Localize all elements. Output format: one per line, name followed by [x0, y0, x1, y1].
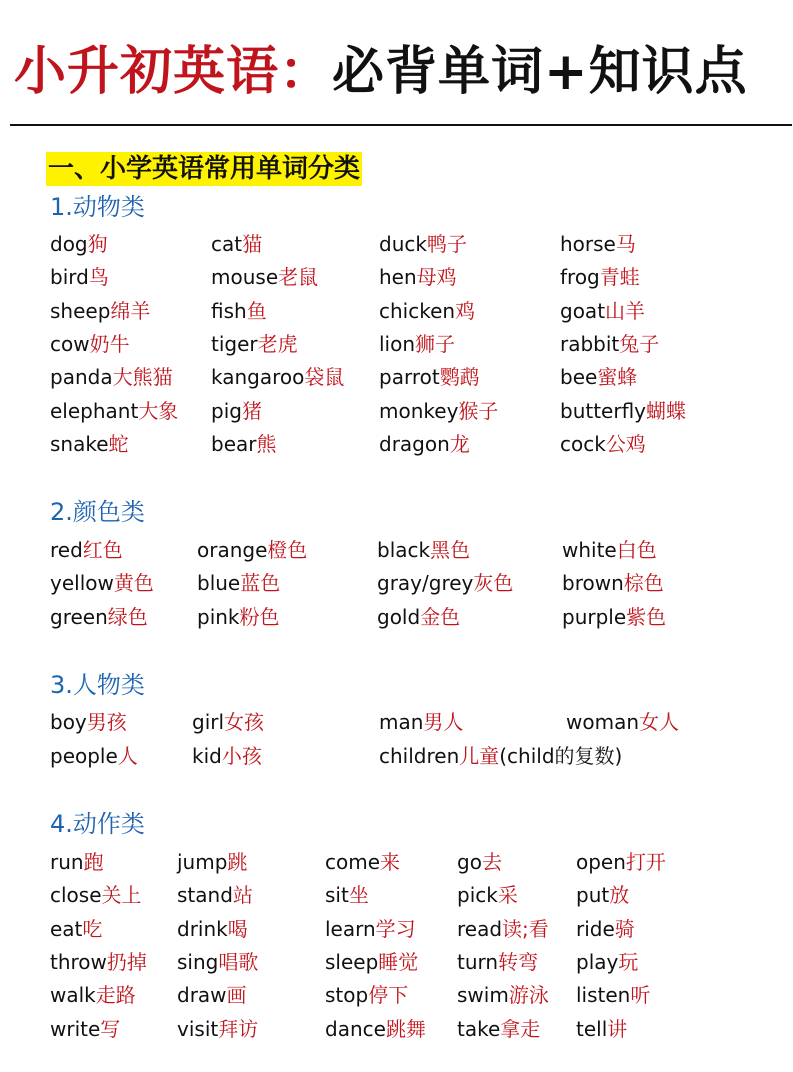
english-word: swim	[457, 983, 509, 1008]
vocab-entry	[562, 604, 666, 630]
vocab-entry	[379, 398, 498, 424]
vocab-entry	[379, 743, 622, 769]
chinese-meaning: 鹦鹉	[439, 365, 480, 390]
english-word: mouse	[211, 265, 279, 290]
vocab-entry	[560, 231, 636, 257]
word-note: (child的复数)	[499, 743, 623, 768]
page-title	[14, 40, 748, 104]
vocab-entry	[576, 982, 650, 1008]
english-word: white	[562, 538, 617, 562]
chinese-meaning: 粉色	[239, 604, 280, 629]
vocab-entry	[197, 537, 307, 563]
chinese-meaning: 人	[117, 743, 138, 768]
chinese-meaning: 站	[232, 883, 253, 908]
vocab-entry	[50, 398, 178, 424]
english-word: gray/grey	[377, 571, 474, 596]
english-word: brown	[562, 571, 624, 596]
english-word: eat	[50, 916, 83, 941]
chinese-meaning: 骑	[614, 916, 635, 941]
english-word: yellow	[50, 571, 114, 596]
vocab-entry	[560, 431, 646, 457]
vocab-entry	[192, 743, 262, 769]
chinese-meaning: 狗	[87, 232, 108, 256]
english-word: rabbit	[560, 331, 620, 356]
english-word: bee	[560, 365, 598, 390]
english-word: ride	[576, 916, 615, 941]
vocab-entry	[379, 364, 480, 390]
vocab-entry	[50, 604, 148, 630]
english-word: pink	[197, 604, 240, 629]
english-word: visit	[177, 1016, 219, 1041]
chinese-meaning: 奶牛	[89, 331, 130, 356]
vocab-entry	[560, 298, 645, 324]
english-word: jump	[177, 850, 228, 874]
vocab-entry	[325, 849, 400, 875]
vocab-entry	[379, 709, 463, 735]
vocab-entry	[50, 916, 102, 942]
english-word: orange	[197, 538, 268, 562]
vocab-entry	[576, 849, 666, 875]
vocab-entry	[379, 431, 470, 457]
english-word: sleep	[325, 949, 379, 974]
chinese-meaning: 女人	[639, 710, 680, 734]
chinese-meaning: 女孩	[224, 710, 265, 734]
chinese-meaning: 大熊猫	[112, 365, 173, 390]
vocab-entry	[50, 982, 136, 1008]
english-word: girl	[192, 710, 225, 734]
vocab-entry	[457, 982, 549, 1008]
vocab-entry	[50, 949, 147, 975]
chinese-meaning: 金色	[420, 604, 461, 629]
chinese-meaning: 来	[380, 850, 401, 874]
english-word: chicken	[379, 298, 456, 323]
english-word: write	[50, 1016, 101, 1041]
section-heading: 一、小学英语常用单词分类	[48, 154, 361, 184]
english-word: horse	[560, 232, 616, 256]
vocab-entry	[50, 882, 142, 908]
english-word: kid	[192, 743, 222, 768]
english-word: fish	[211, 298, 247, 323]
chinese-meaning: 橙色	[267, 538, 308, 562]
english-word: stand	[177, 883, 233, 908]
chinese-meaning: 黑色	[430, 538, 471, 562]
english-word: gold	[377, 604, 421, 629]
english-word: monkey	[379, 398, 459, 423]
chinese-meaning: 采	[497, 883, 518, 908]
vocab-entry	[50, 298, 150, 324]
english-word: listen	[576, 983, 631, 1008]
vocab-entry	[177, 916, 248, 942]
category-heading: 4.动作类	[50, 810, 145, 838]
vocab-entry	[211, 364, 344, 390]
chinese-meaning: 大象	[138, 398, 179, 423]
english-word: put	[576, 883, 610, 908]
vocab-entry	[177, 882, 253, 908]
chinese-meaning: 跑	[83, 850, 104, 874]
english-word: butterfly	[560, 398, 647, 423]
english-word: open	[576, 850, 626, 874]
vocab-entry	[576, 949, 638, 975]
chinese-meaning: 紫色	[626, 604, 667, 629]
vocab-entry	[377, 604, 460, 630]
english-word: take	[457, 1016, 501, 1041]
vocab-entry	[50, 364, 173, 390]
english-word: woman	[566, 710, 640, 734]
vocab-entry	[379, 264, 457, 290]
vocab-entry	[50, 849, 104, 875]
chinese-meaning: 写	[100, 1016, 121, 1041]
english-word: duck	[379, 232, 427, 256]
vocab-entry	[325, 882, 369, 908]
english-word: purple	[562, 604, 627, 629]
english-word: throw	[50, 949, 107, 974]
chinese-meaning: 小孩	[221, 743, 262, 768]
chinese-meaning: 棕色	[623, 571, 664, 596]
chinese-meaning: 画	[226, 983, 247, 1008]
chinese-meaning: 母鸡	[416, 265, 457, 290]
english-word: stop	[325, 983, 369, 1008]
chinese-meaning: 蓝色	[240, 571, 281, 596]
english-word: bird	[50, 265, 89, 290]
english-word: pig	[211, 398, 242, 423]
chinese-meaning: 读;看	[502, 916, 549, 941]
vocab-entry	[566, 709, 679, 735]
chinese-meaning: 灰色	[473, 571, 514, 596]
category-heading: 2.颜色类	[50, 498, 145, 526]
chinese-meaning: 吃	[82, 916, 103, 941]
chinese-meaning: 马	[615, 232, 636, 256]
chinese-meaning: 游泳	[508, 983, 549, 1008]
english-word: dance	[325, 1016, 386, 1041]
vocab-entry	[50, 537, 123, 563]
vocab-entry	[576, 916, 635, 942]
vocab-entry	[379, 331, 455, 357]
english-word: goat	[560, 298, 606, 323]
vocab-entry	[562, 537, 657, 563]
chinese-meaning: 儿童	[459, 743, 500, 768]
vocab-entry	[211, 431, 276, 457]
vocab-entry	[560, 331, 659, 357]
vocab-entry	[197, 604, 280, 630]
vocab-entry	[457, 882, 518, 908]
chinese-meaning: 黄色	[113, 571, 154, 596]
english-word: elephant	[50, 398, 139, 423]
chinese-meaning: 鸭子	[426, 232, 467, 256]
chinese-meaning: 山羊	[605, 298, 646, 323]
chinese-meaning: 龙	[449, 431, 470, 456]
english-word: read	[457, 916, 503, 941]
vocab-entry	[50, 331, 130, 357]
vocab-entry	[192, 709, 264, 735]
english-word: panda	[50, 365, 113, 390]
vocab-entry	[457, 849, 502, 875]
chinese-meaning: 绵羊	[110, 298, 151, 323]
chinese-meaning: 老虎	[257, 331, 298, 356]
chinese-meaning: 猫	[242, 232, 263, 256]
chinese-meaning: 停下	[368, 983, 409, 1008]
english-word: pick	[457, 883, 498, 908]
category-heading: 1.动物类	[50, 193, 145, 221]
english-word: red	[50, 538, 83, 562]
chinese-meaning: 关上	[101, 883, 142, 908]
chinese-meaning: 拿走	[500, 1016, 541, 1041]
chinese-meaning: 扔掉	[106, 949, 147, 974]
chinese-meaning: 玩	[618, 949, 639, 974]
chinese-meaning: 老鼠	[278, 265, 319, 290]
vocab-entry	[211, 231, 262, 257]
title-divider	[10, 124, 792, 126]
title-red-part: 小升初英语：	[14, 42, 333, 102]
chinese-meaning: 喝	[227, 916, 248, 941]
chinese-meaning: 打开	[625, 850, 666, 874]
vocab-entry	[379, 231, 467, 257]
english-word: green	[50, 604, 108, 629]
chinese-meaning: 蝴蝶	[646, 398, 687, 423]
english-word: close	[50, 883, 102, 908]
english-word: parrot	[379, 365, 440, 390]
chinese-meaning: 蛇	[108, 431, 129, 456]
english-word: sit	[325, 883, 349, 908]
chinese-meaning: 走路	[95, 983, 136, 1008]
chinese-meaning: 去	[481, 850, 502, 874]
chinese-meaning: 白色	[616, 538, 657, 562]
chinese-meaning: 男人	[423, 710, 464, 734]
vocab-entry	[197, 570, 280, 596]
title-black-part: 必背单词+知识点	[332, 42, 748, 102]
english-word: children	[379, 743, 460, 768]
vocab-entry	[50, 231, 108, 257]
vocab-entry	[377, 537, 470, 563]
chinese-meaning: 公鸡	[605, 431, 646, 456]
english-word: dragon	[379, 431, 450, 456]
english-word: cow	[50, 331, 90, 356]
chinese-meaning: 拜访	[218, 1016, 259, 1041]
vocab-entry	[211, 331, 298, 357]
vocab-entry	[379, 298, 475, 324]
vocab-entry	[325, 982, 408, 1008]
english-word: snake	[50, 431, 109, 456]
english-word: sheep	[50, 298, 111, 323]
vocab-entry	[50, 570, 154, 596]
vocab-entry	[457, 916, 549, 942]
chinese-meaning: 鸟	[88, 265, 109, 290]
english-word: sing	[177, 949, 219, 974]
chinese-meaning: 蜜蜂	[597, 365, 638, 390]
category-heading: 3.人物类	[50, 671, 145, 699]
chinese-meaning: 听	[630, 983, 651, 1008]
english-word: bear	[211, 431, 257, 456]
vocab-entry	[576, 882, 629, 908]
vocab-entry	[50, 1016, 120, 1042]
english-word: drink	[177, 916, 228, 941]
vocab-entry	[560, 364, 637, 390]
vocab-entry	[50, 431, 129, 457]
english-word: go	[457, 850, 482, 874]
english-word: dog	[50, 232, 88, 256]
vocab-entry	[457, 949, 538, 975]
vocab-entry	[177, 982, 247, 1008]
chinese-meaning: 男孩	[86, 710, 127, 734]
chinese-meaning: 兔子	[619, 331, 660, 356]
chinese-meaning: 鸡	[455, 298, 476, 323]
vocab-entry	[50, 709, 127, 735]
chinese-meaning: 转弯	[498, 949, 539, 974]
vocab-entry	[50, 264, 109, 290]
chinese-meaning: 讲	[607, 1016, 628, 1041]
chinese-meaning: 青蛙	[599, 265, 640, 290]
chinese-meaning: 绿色	[107, 604, 148, 629]
english-word: tiger	[211, 331, 258, 356]
chinese-meaning: 鱼	[246, 298, 267, 323]
english-word: cat	[211, 232, 243, 256]
chinese-meaning: 唱歌	[218, 949, 259, 974]
english-word: blue	[197, 571, 241, 596]
vocab-entry	[325, 949, 418, 975]
vocab-entry	[560, 264, 640, 290]
chinese-meaning: 跳	[227, 850, 248, 874]
english-word: come	[325, 850, 381, 874]
english-word: man	[379, 710, 424, 734]
vocab-entry	[457, 1016, 540, 1042]
vocab-entry	[177, 849, 247, 875]
vocab-entry	[211, 264, 318, 290]
chinese-meaning: 熊	[256, 431, 277, 456]
english-word: boy	[50, 710, 87, 734]
vocab-entry	[562, 570, 664, 596]
vocab-entry	[576, 1016, 627, 1042]
english-word: hen	[379, 265, 417, 290]
chinese-meaning: 学习	[375, 916, 416, 941]
english-word: cock	[560, 431, 606, 456]
english-word: tell	[576, 1016, 608, 1041]
english-word: kangaroo	[211, 365, 305, 390]
chinese-meaning: 猪	[241, 398, 262, 423]
vocab-entry	[377, 570, 513, 596]
english-word: people	[50, 743, 118, 768]
chinese-meaning: 红色	[82, 538, 123, 562]
english-word: draw	[177, 983, 227, 1008]
chinese-meaning: 睡觉	[378, 949, 419, 974]
vocab-entry	[177, 949, 258, 975]
vocab-entry	[211, 298, 267, 324]
vocab-entry	[50, 743, 138, 769]
chinese-meaning: 猴子	[458, 398, 499, 423]
english-word: run	[50, 850, 84, 874]
vocab-entry	[177, 1016, 258, 1042]
english-word: learn	[325, 916, 376, 941]
english-word: turn	[457, 949, 499, 974]
english-word: lion	[379, 331, 416, 356]
chinese-meaning: 放	[609, 883, 630, 908]
english-word: black	[377, 538, 431, 562]
chinese-meaning: 跳舞	[385, 1016, 426, 1041]
english-word: play	[576, 949, 619, 974]
vocab-entry	[560, 398, 686, 424]
chinese-meaning: 袋鼠	[304, 365, 345, 390]
vocab-entry	[211, 398, 262, 424]
chinese-meaning: 狮子	[415, 331, 456, 356]
vocab-entry	[325, 1016, 426, 1042]
vocab-entry	[325, 916, 416, 942]
english-word: frog	[560, 265, 600, 290]
english-word: walk	[50, 983, 96, 1008]
chinese-meaning: 坐	[348, 883, 369, 908]
